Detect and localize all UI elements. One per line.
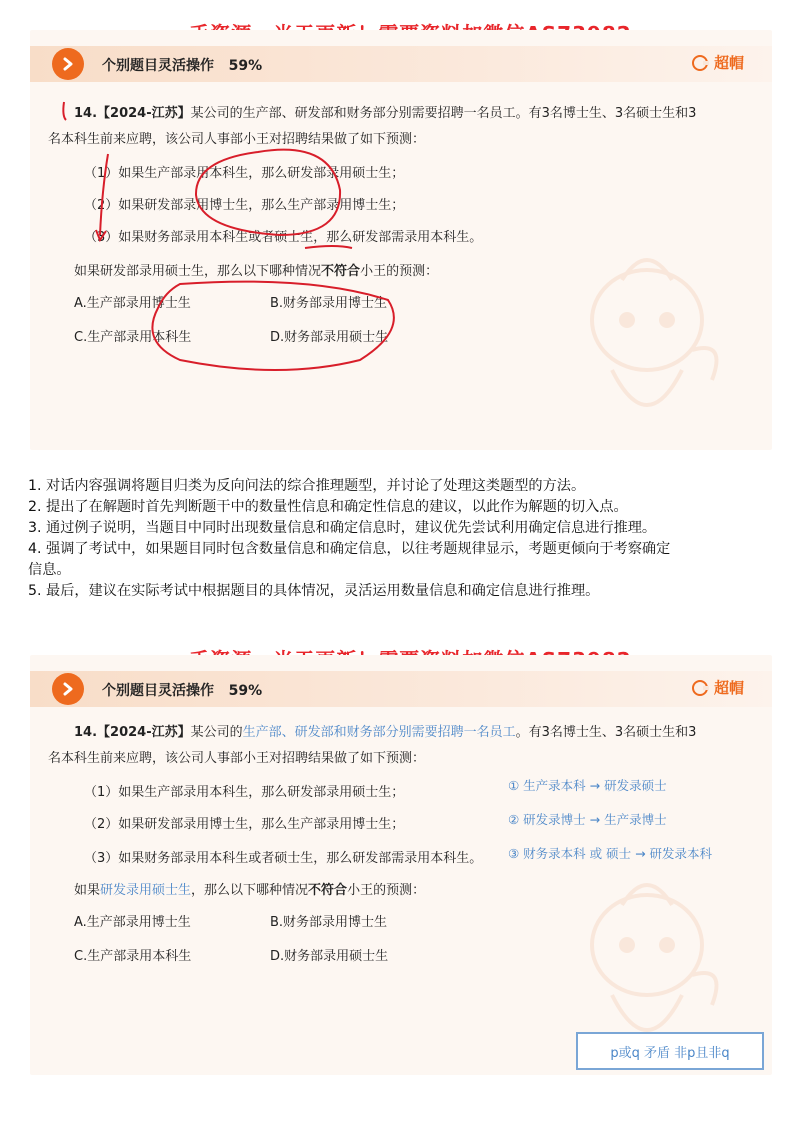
condition-1: （1）如果生产部录用本科生，那么研发部录用硕士生； — [84, 166, 405, 181]
logic-note-text: p或q 矛盾 非p且非q — [610, 1045, 730, 1061]
summary-item: 信息。 — [28, 562, 71, 578]
annotation-rule-3: ③ 财务录本科 或 硕士 → 研发录本科 — [508, 846, 713, 861]
condition-2: （2）如果研发部录用博士生，那么生产部录用博士生； — [84, 817, 405, 832]
summary-item: 2. 提出了在解题时首先判断题干中的数量性信息和确定性信息的建议，以此作为解题的切入点。 — [28, 499, 628, 515]
slide-header — [30, 671, 772, 707]
slide-explained — [30, 655, 772, 1075]
chevron-right-icon — [52, 673, 84, 705]
brand-logo: 超帽 — [692, 677, 744, 698]
ink-arrow-line — [100, 154, 108, 235]
ink-underline-ask — [305, 246, 352, 248]
ink-tick-mark — [63, 102, 66, 120]
summary-list — [28, 476, 768, 602]
question-stem-line1: 14.【2024-江苏】某公司的生产部、研发部和财务部分别需要招聘一名员工。有3名博士生、3名硕士生和3 — [74, 106, 697, 121]
option-c[interactable]: C.生产部录用本科生 — [74, 949, 192, 964]
question-stem-line1: 14.【2024-江苏】某公司的生产部、研发部和财务部分别需要招聘一名员工。有3名博士生、3名硕士生和3 — [74, 725, 697, 740]
ink-circle-conditions — [196, 150, 340, 235]
logic-note-box — [576, 1032, 764, 1070]
option-d[interactable]: D.财务部录用硕士生 — [270, 330, 389, 345]
option-b[interactable]: B.财务部录用博士生 — [270, 296, 388, 311]
option-a[interactable]: A.生产部录用博士生 — [74, 915, 191, 930]
summary-item: 1. 对话内容强调将题目归类为反向问法的综合推理题型，并讨论了处理这类题型的方法。 — [28, 478, 586, 494]
slide-title: 个别题目灵活操作 59% — [102, 683, 263, 699]
annotation-rule-1: ① 生产录本科 → 研发录硕士 — [508, 778, 667, 793]
slide-annotated — [30, 30, 772, 450]
question-stem-line2: 名本科生前来应聘，该公司人事部小王对招聘结果做了如下预测： — [48, 132, 426, 147]
condition-3: （3）如果财务部录用本科生或者硕士生，那么研发部需录用本科生。 — [84, 851, 483, 866]
handwriting-overlay — [30, 30, 772, 450]
summary-item: 3. 通过例子说明，当题目中同时出现数量信息和确定信息时，建议优先尝试利用确定信息进行推理。 — [28, 520, 657, 536]
question-ask: 如果研发部录用硕士生，那么以下哪种情况不符合小王的预测： — [74, 264, 439, 279]
option-c[interactable]: C.生产部录用本科生 — [74, 330, 192, 345]
condition-2: （2）如果研发部录用博士生，那么生产部录用博士生； — [84, 198, 405, 213]
brand-logo: 超帽 — [692, 52, 744, 73]
condition-3: （3）如果财务部录用本科生或者硕士生，那么研发部需录用本科生。 — [84, 230, 483, 245]
summary-item: 4. 强调了考试中，如果题目同时包含数量信息和确定信息，以往考题规律显示，考题更倾向于考察确定 — [28, 541, 671, 557]
condition-1: （1）如果生产部录用本科生，那么研发部录用硕士生； — [84, 785, 405, 800]
brand-g-icon — [692, 680, 708, 696]
summary-item: 5. 最后，建议在实际考试中根据题目的具体情况，灵活运用数量信息和确定信息进行推理。 — [28, 583, 600, 599]
question-stem-line2: 名本科生前来应聘，该公司人事部小王对招聘结果做了如下预测： — [48, 751, 426, 766]
question-ask: 如果研发录用硕士生，那么以下哪种情况不符合小王的预测： — [74, 883, 426, 898]
option-d[interactable]: D.财务部录用硕士生 — [270, 949, 389, 964]
annotation-rule-2: ② 研发录博士 → 生产录博士 — [508, 812, 667, 827]
option-a[interactable]: A.生产部录用博士生 — [74, 296, 191, 311]
ink-circle-options — [152, 282, 393, 370]
slide-title: 个别题目灵活操作 59% — [102, 58, 263, 74]
option-b[interactable]: B.财务部录用博士生 — [270, 915, 388, 930]
